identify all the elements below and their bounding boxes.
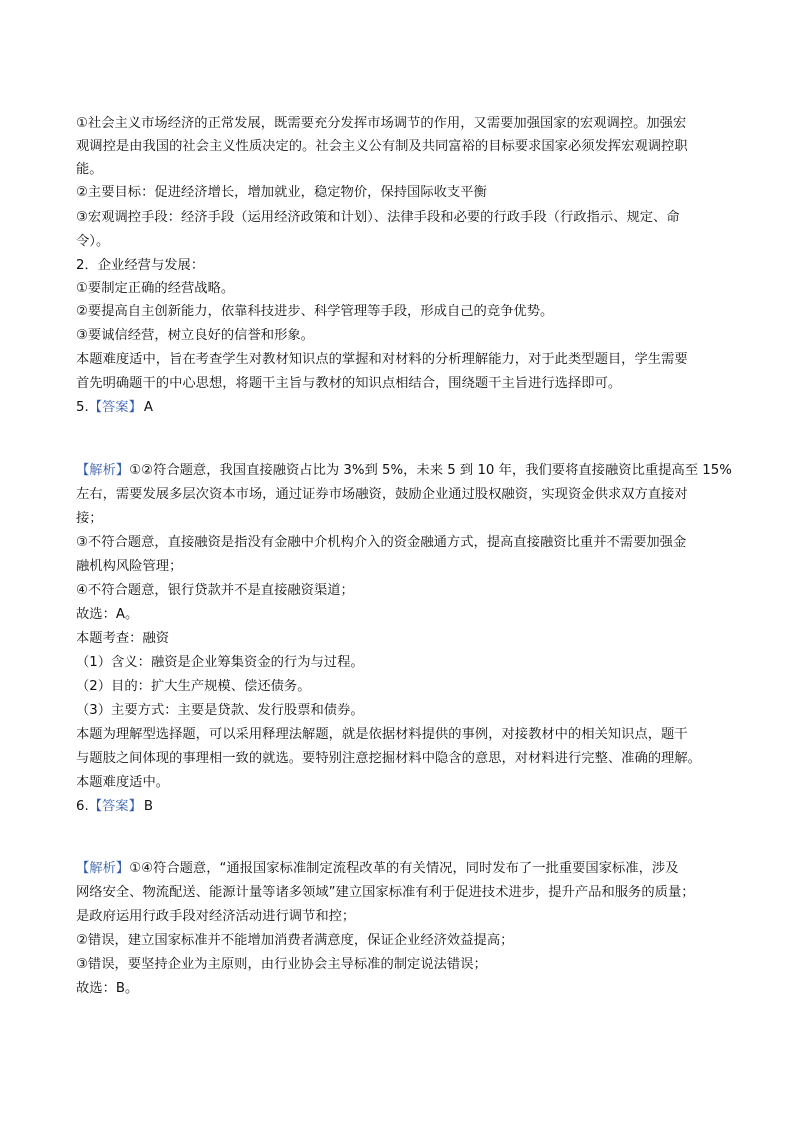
text-line: ②错误，建立国家标准并不能增加消费者满意度，保证企业经济效益提高； xyxy=(76,933,514,948)
text-line: 能。 xyxy=(76,162,103,177)
analysis-text: ①④符合题意，“通报国家标准制定流程改革的有关情况，同时发布了一批重要国家标准，涉及 xyxy=(129,861,679,876)
q5-answer xyxy=(76,396,736,419)
text-line: 融机构风险管理； xyxy=(76,559,183,574)
text-line: （2）目的：扩大生产规模、偿还债务。 xyxy=(76,679,311,694)
text-line: 与题肢之间体现的事理相一致的就选。要特别注意挖掘材料中隐含的意思，对材料进行完整、准确的理解。 xyxy=(76,751,701,766)
text-line: 2．企业经营与发展： xyxy=(76,258,205,273)
text-line: ④不符合题意，银行贷款并不是直接融资渠道； xyxy=(76,583,354,598)
text-line: 本题难度适中，旨在考查学生对教材知识点的掌握和对材料的分析理解能力，对于此类型题目，学生需要 xyxy=(76,352,688,367)
q6-analysis-line xyxy=(76,857,736,880)
text-line: ①要制定正确的经营战略。 xyxy=(76,281,235,296)
text-line: 观调控是由我国的社会主义性质决定的。社会主义公有制及共同富裕的目标要求国家必须发挥宏观调控职 xyxy=(76,139,688,154)
text-line: 是政府运用行政手段对经济活动进行调节和控； xyxy=(76,909,356,924)
question-number: 6. xyxy=(76,799,89,814)
text-line: 本题为理解型选择题，可以采用释理法解题，就是依据材料提供的事例，对接教材中的相关知识点，题干 xyxy=(76,727,688,742)
text-line: 左右，需要发展多层次资本市场，通过证券市场融资，鼓励企业通过股权融资，实现资金供求双方直接对 xyxy=(76,487,688,502)
answer-tag: 【答案】 xyxy=(88,400,142,415)
answer-tag: 【答案】 xyxy=(88,799,142,814)
text-line: ③宏观调控手段：经济手段（运用经济政策和计划）、法律手段和必要的行政手段（行政指示、规定、命 xyxy=(76,210,680,225)
question-number: 5. xyxy=(76,400,89,415)
analysis-text: ①②符合题意，我国直接融资占比为 3%到 5%，未来 5 到 10 年，我们要将直接融资比重提高至 15% xyxy=(129,463,732,478)
text-line: 故选：B。 xyxy=(76,981,139,996)
text-line: 网络安全、物流配送、能源计量等诸多领域”建立国家标准有利于促进技术进步，提升产品和服务的质量； xyxy=(76,885,695,900)
text-line: ②主要目标：促进经济增长，增加就业，稳定物价，保持国际收支平衡 xyxy=(76,185,487,200)
text-line: 本题考查：融资 xyxy=(76,631,170,646)
analysis-tag: 【解析】 xyxy=(76,861,130,876)
text-line: ③错误，要坚持企业为主原则，由行业协会主导标准的制定说法错误； xyxy=(76,957,487,972)
text-line: ③不符合题意，直接融资是指没有金融中介机构介入的资金融通方式，提高直接融资比重并不需要加强金 xyxy=(76,535,687,550)
text-line: ③要诚信经营，树立良好的信誉和形象。 xyxy=(76,328,314,343)
text-line: 本题难度适中。 xyxy=(76,775,170,790)
text-line: （3）主要方式：主要是贷款、发行股票和债券。 xyxy=(76,703,364,718)
answer-value: A xyxy=(143,400,153,415)
text-line: 故选：A。 xyxy=(76,607,139,622)
answer-value: B xyxy=(143,799,153,814)
q5-analysis-line xyxy=(76,459,736,482)
text-line: ①社会主义市场经济的正常发展，既需要充分发挥市场调节的作用，又需要加强国家的宏观调控。加强宏 xyxy=(76,116,687,131)
text-line: （1）含义：融资是企业筹集资金的行为与过程。 xyxy=(76,655,364,670)
analysis-tag: 【解析】 xyxy=(76,463,130,478)
text-line: 首先明确题干的中心思想，将题干主旨与教材的知识点相结合，围绕题干主旨进行选择即可。 xyxy=(76,376,622,391)
q6-answer xyxy=(76,795,736,818)
text-line: ②要提高自主创新能力，依靠科技进步、科学管理等手段，形成自己的竞争优势。 xyxy=(76,304,554,319)
text-line: 令）。 xyxy=(76,234,110,249)
text-line: 接； xyxy=(76,511,103,526)
